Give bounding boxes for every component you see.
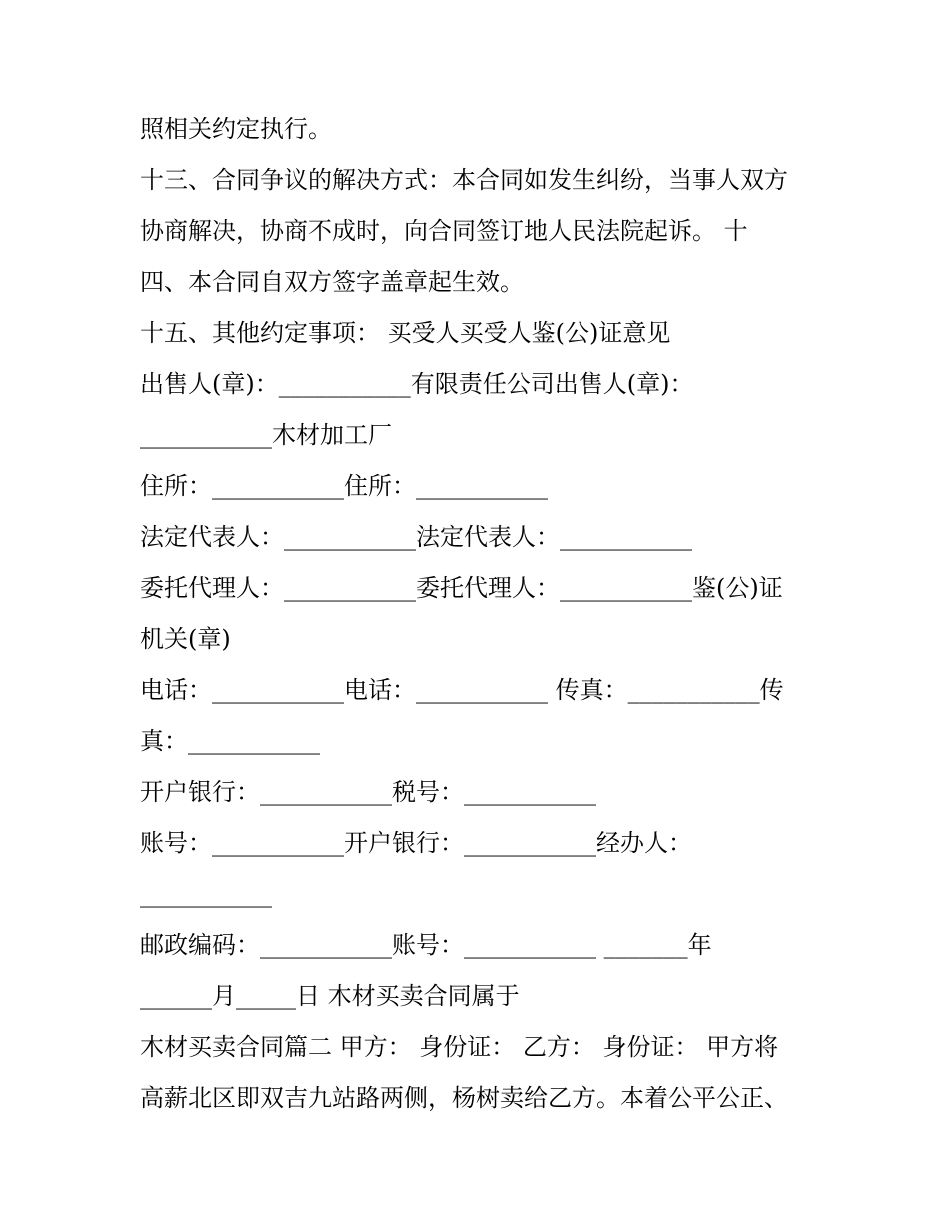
text-line: 高薪北区即双吉九站路两侧，杨树卖给乙方。本着公平公正、 — [140, 1084, 788, 1112]
text-line: 木材买卖合同篇二 甲方： 身份证： 乙方： 身份证： 甲方将 — [140, 1033, 779, 1061]
text-line: 开户银行：___________税号：___________ — [140, 778, 596, 806]
text-line: 电话：___________电话：___________ 传真：___________传 — [140, 676, 784, 704]
text-line: 账号：___________开户银行：___________经办人： — [140, 829, 692, 857]
text-line: 出售人(章)：___________有限责任公司出售人(章)： — [140, 370, 694, 398]
text-line: 照相关约定执行。 — [140, 115, 332, 143]
text-line: 十三、合同争议的解决方式：本合同如发生纠纷，当事人双方 — [140, 166, 788, 194]
text-line: 法定代表人：___________法定代表人：___________ — [140, 523, 692, 551]
text-line: 协商解决，协商不成时，向合同签订地人民法院起诉。 十 — [140, 217, 748, 245]
document-body — [140, 104, 830, 1124]
text-line: 委托代理人：___________委托代理人：___________鉴(公)证 — [140, 574, 783, 602]
text-line: 住所：___________住所：___________ — [140, 472, 548, 500]
text-line: 四、本合同自双方签字盖章起生效。 — [140, 268, 524, 296]
text-line: 机关(章) — [140, 625, 231, 653]
text-line: 真：___________ — [140, 727, 320, 755]
text-line: ___________ — [140, 880, 272, 908]
text-line: ______月_____日 木材买卖合同属于 — [140, 982, 520, 1010]
text-line: 十五、其他约定事项： 买受人买受人鉴(公)证意见 — [140, 319, 671, 347]
text-line: ___________木材加工厂 — [140, 421, 392, 449]
text-line: 邮政编码：___________账号：___________ _______年 — [140, 931, 712, 959]
